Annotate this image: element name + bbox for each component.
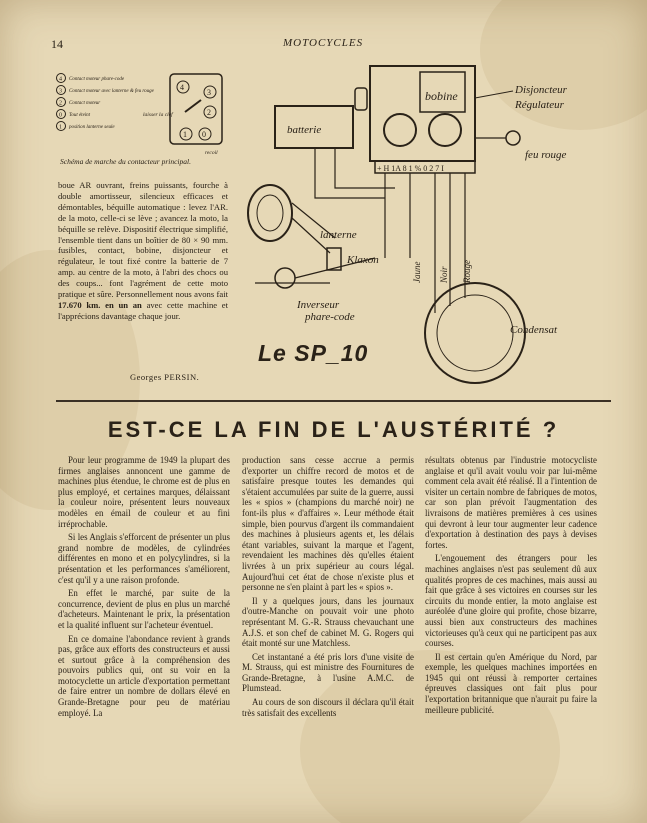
side-label-0: laisser la clef <box>143 112 173 118</box>
label-phare-code: phare-code <box>305 311 355 323</box>
svg-text:3: 3 <box>207 88 211 97</box>
junction-box <box>370 66 475 161</box>
headlamp <box>248 185 292 241</box>
label-jaune: Jaune <box>412 261 422 283</box>
paragraph: L'engouement des étrangers pour les machines anglaises n'est pas seulement dû aux qualités propres de ces machines, mais aussi au fait que grâce à ses victoires en courses sur les circuits du monde entier, la moto anglaise est auréolée d'une gloire qui profite, chose bizarre, aussi bien aux constructeurs des machines victorieuses qu'à ceux qui ne participent pas aux courses. <box>425 553 597 649</box>
article-column-1 <box>58 455 230 721</box>
paragraph: Si les Anglais s'efforcent de présenter un plus grand nombre de modèles, de cylindrées différentes en mono et en polycylindres, si la présentation et les performances s'améliorent, c'est qu'il y a une raison profonde. <box>58 532 230 585</box>
paragraph: Pour leur programme de 1949 la plupart des firmes anglaises annoncent une gamme de machines plus étendue, le chrome est de plus en plus employé, et certaines marques, délaissant la couleur noire, présentent leurs nouveaux modèles en émail de couleur et au fini irréprochable. <box>58 455 230 529</box>
year-figure: en un an <box>105 299 142 310</box>
label-condensat: Condensat <box>510 324 558 336</box>
paragraph: En ce domaine l'abondance revient à grands pas, grâce aux efforts des constructeurs et aussi et surtout grâce à la compréhension des pouvoirs publics qui, ont su voir en la motocyclette un article d'exportation permettant de faire entrer un nombre de dollars élevé en Grande-Bretagne pour peu de matériau employé. La <box>58 633 230 718</box>
paragraph: résultats obtenus par l'industrie motocycliste anglaise et qu'il avait voulu voir par lui-même comment cela avait été réalisé. Il a l'intention de visiter un certain nombre de fabriques de motos, car son plan prévoit l'augmentation des livraisons de matières premières à ces usines qui devront à leur tour augmenter leur cadence d'exportation à destination des pays à devises fortes. <box>425 455 597 550</box>
paragraph: En effet le marché, par suite de la concurrence, devient de plus en plus un marché d'acheteurs. Maintenant le prix, la présentation et la qualité influent sur l'acheteur éventuel. <box>58 588 230 630</box>
switch-diagram <box>55 70 225 160</box>
terminal-labels: + H 1A 8 1 % 0 2 7 I <box>377 164 444 173</box>
legend-number: 0 <box>59 112 62 119</box>
switch-lever <box>185 100 201 112</box>
legend-label: Tout éteint <box>69 113 91 118</box>
regulateur-coil <box>429 114 461 146</box>
legend-label: position lanterne seule <box>69 125 115 130</box>
km-figure: 17.670 km. <box>58 299 101 310</box>
legend-number: 2 <box>59 100 62 107</box>
label-lanterne: lanterne <box>320 229 357 241</box>
article-headline: EST-CE LA FIN DE L'AUSTÉRITÉ ? <box>107 417 560 442</box>
legend-label: Contact moteur <box>69 101 101 106</box>
switch-diagram-caption: Schéma de marche du contacteur principal. <box>60 157 191 166</box>
section-divider <box>56 400 611 402</box>
legend-number: 1 <box>59 124 62 131</box>
rear-light <box>506 131 520 145</box>
paragraph: production sans cesse accrue a permis d'exporter un chiffre record de motos et de satisfaire presque toutes les demandes qui s'étaient accumulées par suite de la guerre, aussi les « spios » (champions du marché noir) ne font-ils plus « d'affaires ». Leur méthode était simple, bien pourvus d'argent ils commandaient des machines à plusieurs agents et, les délais étant variables, suivant la marque et l'agent, revendaient les machines dès qu'elles étaient livrées à un prix supérieur au cours légal. Aujourd'hui cet état de chose n'existe plus et personne ne s'en plaint à part les « spios ». <box>242 455 414 593</box>
running-title: MOTOCYCLES <box>283 37 364 49</box>
side-label-1: recoil <box>205 150 218 156</box>
left-article-text: boue AR ouvrant, freins puissants, fourche à double amortisseur, silencieux efficaces et démontables, béquille automatique : levez l'AR. de la moto, celle-ci se lève ; avancez la moto, la béquille se relève. Dispositif électrique simplifié, l'ensemble tient dans un boîtier de 80 × 90 mm. fusibles, contact, bobine, disjoncteur et régulateur, le tout fixé contre la batterie de 7 amp. au centre de la moto, à l'abri des chocs ou des coups... font l'agrément de cette moto pratique et sûre. Personnellement nous avons fait <box>58 180 228 300</box>
fuse <box>355 88 367 110</box>
label-inverseur: Inverseur <box>297 299 340 311</box>
paragraph: Il y a quelques jours, dans les journaux d'outre-Manche on pouvait voir une photo représentant M. G.-R. Strauss chevauchant une A.J.S. et son chef de cabinet M. G. Rogers qui était monté sur une Matchless. <box>242 595 414 649</box>
label-regulateur: Régulateur <box>515 99 564 111</box>
label-batterie: batterie <box>287 124 322 136</box>
left-article-body <box>58 180 228 322</box>
switch-legend <box>57 74 155 131</box>
handlebar-switch <box>275 268 295 288</box>
label-noir: Noir <box>439 266 449 283</box>
svg-text:4: 4 <box>180 83 184 92</box>
svg-text:2: 2 <box>207 108 211 117</box>
legend-number: 3 <box>59 88 62 95</box>
author-signature: Georges PERSIN. <box>130 372 200 382</box>
label-klaxon: Klaxon <box>347 254 379 266</box>
left-article-text-end: avec cette machine et l'apprécions davantage chaque jour. <box>58 299 228 321</box>
paragraph: Au cours de son discours il déclara qu'il était très satisfait des excellents <box>242 697 414 718</box>
svg-text:0: 0 <box>202 130 206 139</box>
wiring-diagram <box>235 58 620 388</box>
article-column-2 <box>242 455 414 721</box>
disjoncteur-coil <box>384 114 416 146</box>
model-title: Le SP_10 <box>258 340 369 366</box>
paragraph: Cet instantané a été pris lors d'une visite de M. Strauss, qui est ministre des Fournitures de Grande-Bretagne, à l'usine A.M.C. de Plumstead. <box>242 651 414 694</box>
page-number: 14 <box>51 37 63 51</box>
label-rouge: Rouge <box>462 260 472 283</box>
label-feu-rouge: feu rouge <box>525 149 567 161</box>
label-disjoncteur: Disjoncteur <box>515 84 567 96</box>
legend-label: Contact moteur avec lanterne & feu rouge <box>69 89 154 94</box>
article-column-3 <box>425 455 597 718</box>
legend-label: Contact moteur phare-code <box>69 77 125 82</box>
paragraph: Il est certain qu'en Amérique du Nord, par exemple, les quelques machines importées en 1945 qui ont réussi à remporter certaines épreuves classiques ont fait plus pour l'exportation britannique que n'aurait pu faire la meilleure publicité. <box>425 651 597 715</box>
label-bobine: bobine <box>425 89 458 103</box>
svg-text:1: 1 <box>183 130 187 139</box>
legend-number: 4 <box>59 76 62 83</box>
